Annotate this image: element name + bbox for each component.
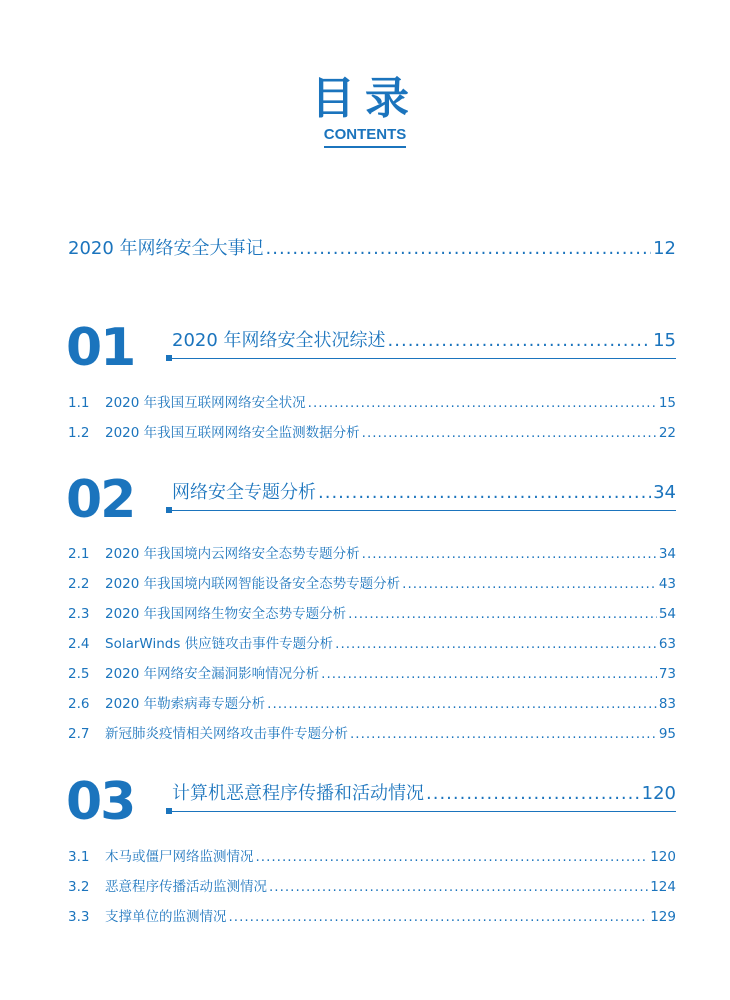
subentry-label: 恶意程序传播活动监测情况 xyxy=(105,879,267,895)
toc-subentry-2-7[interactable] xyxy=(68,722,676,742)
toc-subentry-3-3[interactable] xyxy=(68,905,676,925)
section-title-label: 2020 年网络安全状况综述 xyxy=(172,330,386,351)
section-number-02: 02 xyxy=(66,470,135,530)
subentry-number: 2.5 xyxy=(68,666,90,682)
subentry-page: 34 xyxy=(658,546,676,562)
toc-subentry-2-5[interactable] xyxy=(68,662,676,682)
subtitle-text: CONTENTS xyxy=(324,126,407,148)
dot-leader xyxy=(267,696,657,712)
subentry-number: 3.1 xyxy=(68,849,90,865)
section-underline xyxy=(172,510,676,511)
toc-subentry-2-6[interactable] xyxy=(68,692,676,712)
subentry-label: 支撑单位的监测情况 xyxy=(105,909,227,925)
subentry-label: SolarWinds 供应链攻击事件专题分析 xyxy=(105,636,334,652)
toc-subentry-2-1[interactable] xyxy=(68,542,676,562)
subentry-number: 2.2 xyxy=(68,576,90,592)
toc-subentry-1-2[interactable] xyxy=(68,421,676,441)
subentry-label: 2020 年我国互联网网络安全状况 xyxy=(105,395,306,411)
dot-leader xyxy=(269,879,648,895)
subentry-number: 2.1 xyxy=(68,546,90,562)
section-number-03: 03 xyxy=(66,772,135,832)
toc-subentry-2-3[interactable] xyxy=(68,602,676,622)
section-title-label: 计算机恶意程序传播和活动情况 xyxy=(172,783,424,804)
subentry-number: 1.2 xyxy=(68,425,90,441)
section-title-01[interactable] xyxy=(172,326,676,352)
dot-leader xyxy=(321,666,657,682)
toc-subentry-3-1[interactable] xyxy=(68,845,676,865)
subentry-number: 3.3 xyxy=(68,909,90,925)
page-subtitle xyxy=(0,126,730,148)
dot-leader xyxy=(426,783,640,804)
dot-leader xyxy=(308,395,657,411)
section-title-03[interactable] xyxy=(172,779,676,805)
toc-subentry-2-4[interactable] xyxy=(68,632,676,652)
subentry-label: 2020 年勒索病毒专题分析 xyxy=(105,696,266,712)
dot-leader xyxy=(335,636,657,652)
section-underline xyxy=(172,358,676,359)
subentry-page: 22 xyxy=(658,425,676,441)
subentry-page: 129 xyxy=(650,909,676,925)
dot-leader xyxy=(318,482,651,503)
section-title-02[interactable] xyxy=(172,478,676,504)
dot-leader xyxy=(350,726,657,742)
subentry-number: 3.2 xyxy=(68,879,90,895)
subentry-label: 木马或僵尸网络监测情况 xyxy=(105,849,254,865)
subentry-number: 2.3 xyxy=(68,606,90,622)
subentry-page: 43 xyxy=(658,576,676,592)
subentry-label: 2020 年我国网络生物安全态势专题分析 xyxy=(105,606,347,622)
toc-subentry-3-2[interactable] xyxy=(68,875,676,895)
section-title-page: 120 xyxy=(641,783,676,804)
subentry-label: 2020 年我国境内联网智能设备安全态势专题分析 xyxy=(105,576,401,592)
toc-subentry-2-2[interactable] xyxy=(68,572,676,592)
dot-leader xyxy=(362,546,657,562)
section-title-label: 网络安全专题分析 xyxy=(172,482,316,503)
subentry-page: 124 xyxy=(650,879,676,895)
toc-subentry-1-1[interactable] xyxy=(68,391,676,411)
subentry-page: 73 xyxy=(658,666,676,682)
subentry-page: 120 xyxy=(650,849,676,865)
dot-leader xyxy=(266,238,652,259)
section-title-page: 15 xyxy=(653,330,676,351)
subentry-page: 63 xyxy=(658,636,676,652)
section-underline xyxy=(172,811,676,812)
subentry-label: 2020 年我国互联网网络安全监测数据分析 xyxy=(105,425,360,441)
section-number-01: 01 xyxy=(66,318,135,378)
dot-leader xyxy=(362,425,657,441)
subentry-label: 2020 年网络安全漏洞影响情况分析 xyxy=(105,666,320,682)
dot-leader xyxy=(402,576,657,592)
toc-entry-label: 2020 年网络安全大事记 xyxy=(68,238,264,259)
subentry-number: 2.6 xyxy=(68,696,90,712)
subentry-page: 95 xyxy=(658,726,676,742)
dot-leader xyxy=(256,849,649,865)
page-title: 目录 xyxy=(311,73,419,124)
dot-leader xyxy=(348,606,657,622)
dot-leader xyxy=(388,330,652,351)
subentry-number: 1.1 xyxy=(68,395,90,411)
subentry-number: 2.7 xyxy=(68,726,90,742)
dot-leader xyxy=(229,909,649,925)
subentry-page: 83 xyxy=(658,696,676,712)
subentry-label: 2020 年我国境内云网络安全态势专题分析 xyxy=(105,546,360,562)
subentry-page: 54 xyxy=(658,606,676,622)
toc-entry-intro[interactable] xyxy=(68,234,676,260)
subentry-page: 15 xyxy=(658,395,676,411)
subentry-label: 新冠肺炎疫情相关网络攻击事件专题分析 xyxy=(105,726,348,742)
toc-entry-page: 12 xyxy=(653,238,676,259)
section-title-page: 34 xyxy=(653,482,676,503)
subentry-number: 2.4 xyxy=(68,636,90,652)
